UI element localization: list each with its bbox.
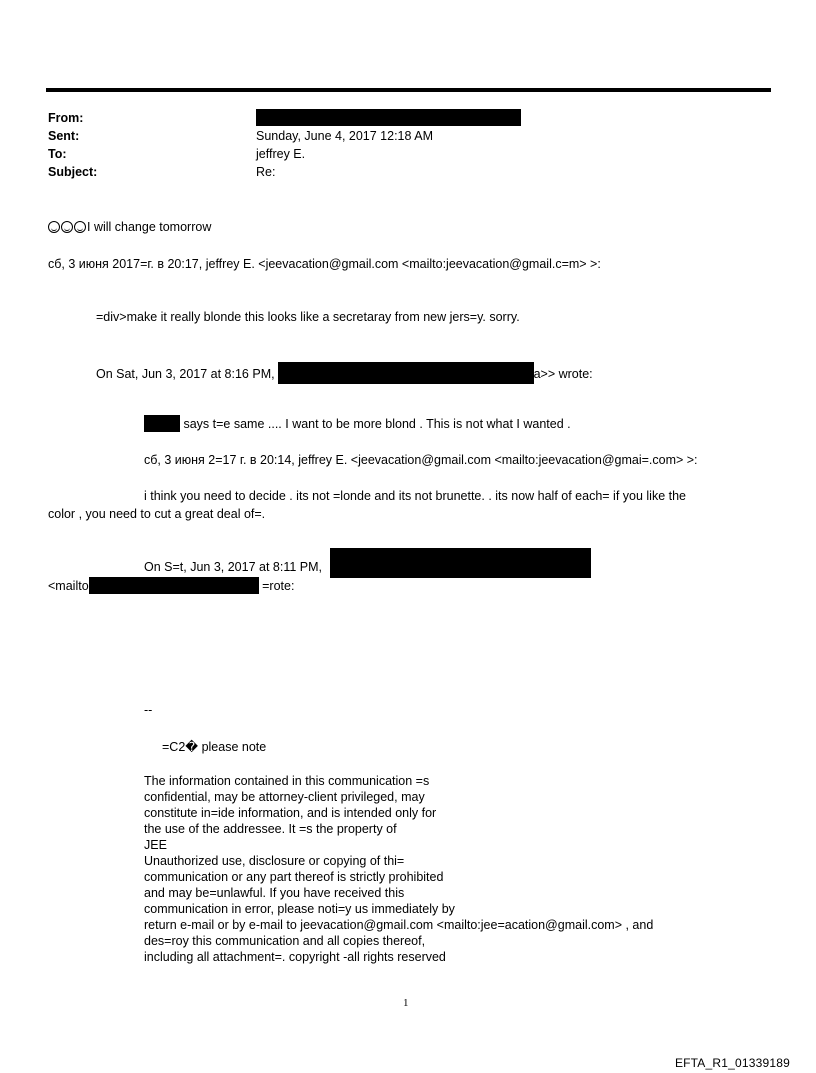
redaction-box <box>89 577 259 594</box>
disclaimer-block <box>144 773 744 965</box>
body-line-7a: i think you need to decide . its not =londe and its not brunette. . its now half of each= if you like the <box>144 489 687 503</box>
line9-prefix: <mailto <box>48 579 89 593</box>
body-line-9 <box>48 577 294 594</box>
smiley-icon <box>74 221 86 233</box>
subject-label: Subject: <box>48 165 98 179</box>
disclaimer-line: constitute in=ide information, and is intended only for <box>144 806 437 820</box>
line1-text: I will change tomorrow <box>87 220 212 234</box>
disclaimer-line: communication in error, please noti=y us immediately by <box>144 902 455 916</box>
body-line-7b: color , you need to cut a great deal of=. <box>48 507 266 521</box>
smiley-icon <box>61 221 73 233</box>
redaction-box <box>330 548 591 578</box>
body-line-4 <box>96 362 593 384</box>
disclaimer-line: confidential, may be attorney-client privileged, may <box>144 790 425 804</box>
disclaimer-line: JEE <box>144 838 167 852</box>
line9-suffix: =rote: <box>258 579 295 593</box>
line8-prefix: On S=t, Jun 3, 2017 at 8:11 PM, <box>144 560 323 574</box>
from-value-redacted <box>256 109 521 127</box>
signature-dashes: -- <box>144 703 153 717</box>
disclaimer-line: Unauthorized use, disclosure or copying of thi= <box>144 854 405 868</box>
please-note: =C2� please note <box>162 740 267 754</box>
page-number: 1 <box>403 997 409 1009</box>
from-row <box>48 109 768 127</box>
to-value: jeffrey E. <box>256 147 306 161</box>
to-label: To: <box>48 147 67 161</box>
smiley-icon <box>48 221 60 233</box>
disclaimer-line: return e-mail or by e-mail to jeevacation@gmail.com <mailto:jee=acation@gmail.com> , and <box>144 918 654 932</box>
line4-prefix: On Sat, Jun 3, 2017 at 8:16 PM, <box>96 367 275 381</box>
line5-suffix: says t=e same .... I want to be more blond . This is not what I wanted . <box>180 417 571 431</box>
redaction-box <box>278 362 534 384</box>
subject-row <box>48 163 768 181</box>
redaction-box <box>256 109 521 126</box>
body-line-6: сб, 3 июня 2=17 г. в 20:14, jeffrey E. <jeevacation@gmail.com <mailto:jeevacation@gmai=.com> >: <box>144 453 698 467</box>
disclaimer-line: communication or any part thereof is strictly prohibited <box>144 870 444 884</box>
sent-row <box>48 127 768 145</box>
disclaimer-line: and may be=unlawful. If you have received this <box>144 886 405 900</box>
redaction-box <box>144 415 180 432</box>
body-line-3: =div>make it really blonde this looks like a secretaray from new jers=y. sorry. <box>96 310 520 324</box>
to-row <box>48 145 768 163</box>
body-line-8 <box>144 559 322 575</box>
disclaimer-line: the use of the addressee. It =s the property of <box>144 822 397 836</box>
body-line-1 <box>48 219 211 235</box>
line4-suffix: a>> wrote: <box>533 367 593 381</box>
sent-label: Sent: <box>48 129 80 143</box>
subject-value: Re: <box>256 165 276 179</box>
header-rule <box>46 88 771 92</box>
email-header <box>48 109 768 181</box>
body-line-2: сб, 3 июня 2017=г. в 20:17, jeffrey E. <jeevacation@gmail.com <mailto:jeevacation@gmail.c=m> >: <box>48 257 601 271</box>
disclaimer-line: The information contained in this communication =s <box>144 774 430 788</box>
from-label: From: <box>48 111 84 125</box>
document-id: EFTA_R1_01339189 <box>674 1056 790 1070</box>
sent-value: Sunday, June 4, 2017 12:18 AM <box>256 129 433 143</box>
disclaimer-line: des=roy this communication and all copies thereof, <box>144 934 426 948</box>
disclaimer-line: including all attachment=. copyright -all rights reserved <box>144 950 446 964</box>
body-line-5 <box>144 415 571 432</box>
